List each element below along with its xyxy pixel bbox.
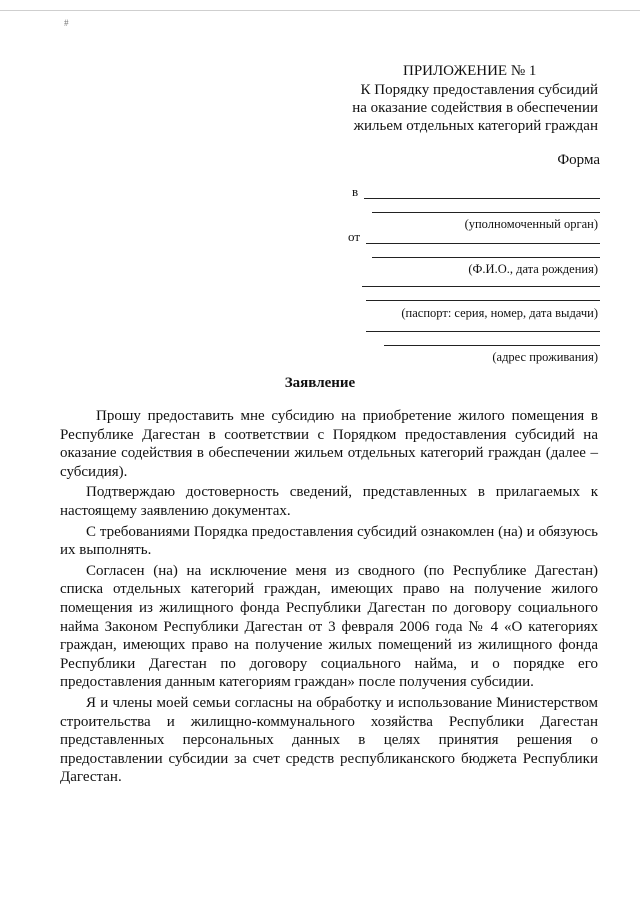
authority-line-2[interactable] [372, 212, 600, 213]
applicant-name-line[interactable] [366, 243, 600, 244]
appendix-title: ПРИЛОЖЕНИЕ № 1 [403, 63, 537, 79]
corner-mark: # [64, 18, 69, 28]
document-title: Заявление [284, 375, 356, 391]
paragraph-request: Прошу предоставить мне субсидию на приобретение жилого помещения в Республике Дагестан в соответствии с Порядком предоставления субсидий на оказание содействия в обеспечении жильем отдельных категорий граждан (далее – субсидия). [60, 408, 598, 480]
from-prefix: от [348, 229, 361, 244]
appendix-line: К Порядку предоставления субсидий [360, 82, 598, 98]
appendix-line: на оказание содействия в обеспечении [352, 100, 598, 116]
form-label: Форма [557, 152, 600, 168]
address-line-2[interactable] [384, 345, 600, 346]
passport-line-2[interactable] [366, 300, 600, 301]
passport-line[interactable] [362, 286, 600, 287]
passport-caption: (паспорт: серия, номер, дата выдачи) [401, 306, 598, 320]
address-caption: (адрес проживания) [492, 350, 598, 364]
applicant-name-line-2[interactable] [372, 257, 600, 258]
paragraph-acknowledgement: С требованиями Порядка предоставления субсидий ознакомлен (на) и обязуюсь их выполнять. [60, 523, 598, 559]
application-body [60, 407, 598, 789]
authority-caption: (уполномоченный орган) [464, 217, 598, 231]
paragraph-confirmation: Подтверждаю достоверность сведений, представленных в прилагаемых к настоящему заявлению документах. [60, 484, 598, 519]
paragraph-consent-exclusion: Согласен (на) на исключение меня из сводного (по Республике Дагестан) списка отдельных категорий граждан, имеющих право на получение жилого помещения из жилищного фонда Республики Дагестан по договору социального найма Законом Республики Дагестан от 3 февраля 2006 года № 4 «О категориях граждан, имеющих право на получение жилых помещений из жилищного фонда Республики Дагестан по договору социального найма, и о порядке его предоставления данным категориям граждан» после получения субсидии. [60, 562, 598, 691]
address-line[interactable] [366, 331, 600, 332]
appendix-line: жильем отдельных категорий граждан [353, 118, 598, 134]
authority-line[interactable] [364, 198, 600, 199]
scan-border-line [0, 10, 640, 11]
to-prefix: в [352, 184, 359, 199]
paragraph-consent-data: Я и члены моей семьи согласны на обработку и использование Министерством строительства и жилищно-коммунального хозяйства Республики Дагестан представленных персональных данных в целях принятия решения о предоставлении субсидии за счет средств республиканского бюджета Республики Дагестан. [60, 694, 598, 786]
name-caption: (Ф.И.О., дата рождения) [468, 262, 598, 276]
